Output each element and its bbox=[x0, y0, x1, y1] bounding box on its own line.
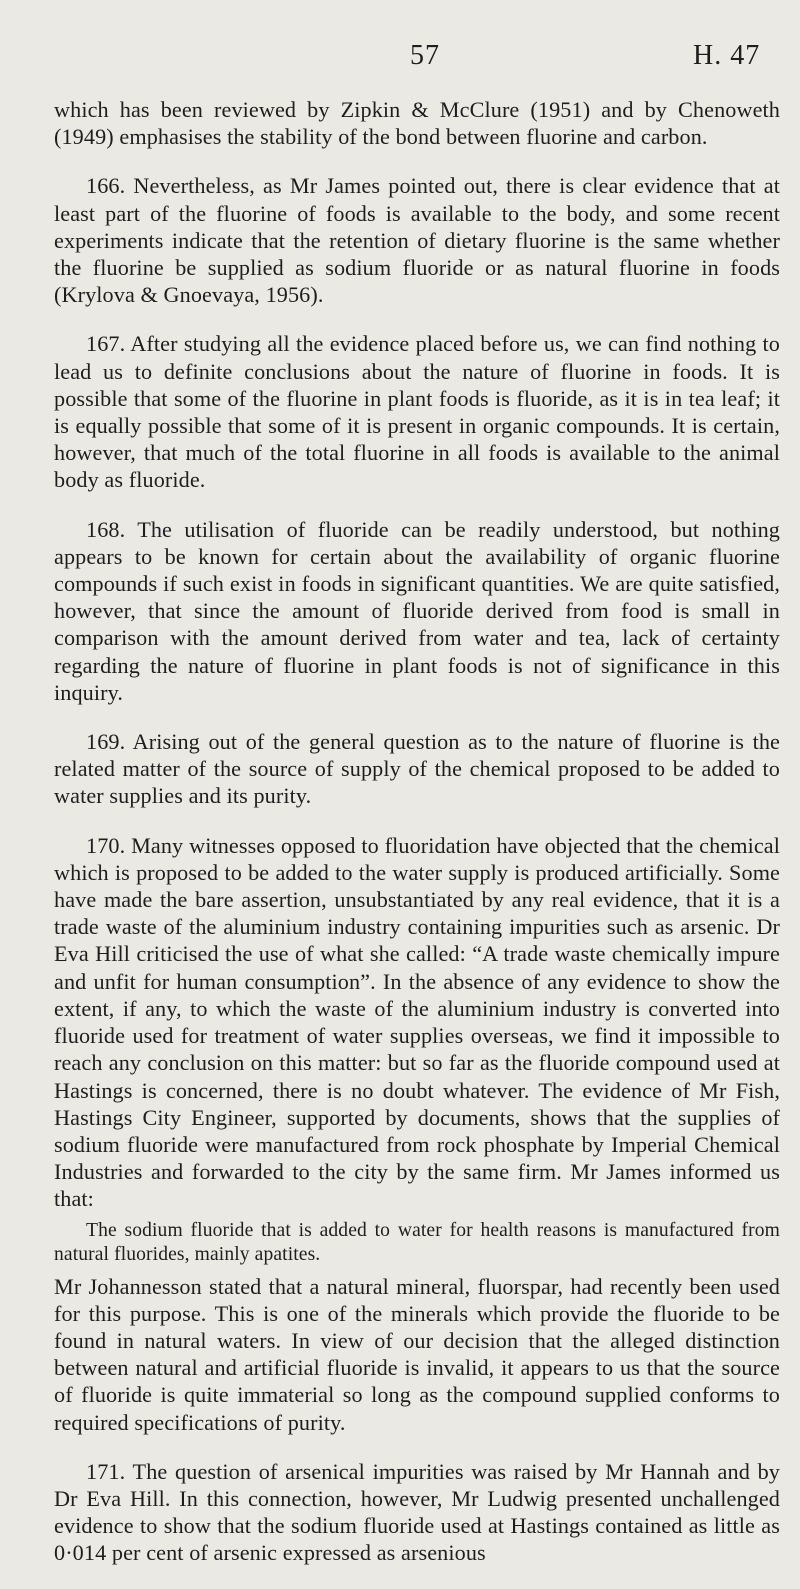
body-text bbox=[54, 96, 780, 1589]
paragraph-170: 170. Many witnesses opposed to fluoridation have objected that the chemical which is proposed to be added to the water supply is produced artificially. Some have made the bare assertion, unsubstantiated by any real evidence, that it is a trade waste of the aluminium industry containing impurities such as arsenic. Dr Eva Hill criticised the use of what she called: “A trade waste chemically impure and unfit for human consumption”. In the absence of any evidence to show the extent, if any, to which the waste of the aluminium industry is converted into fluoride used for treatment of water supplies overseas, we find it impossible to reach any conclusion on this matter: but so far as the fluoride compound used at Hastings is concerned, there is no doubt whatever. The evidence of Mr Fish, Hastings City Engineer, supported by documents, shows that the supplies of sodium fluoride were manufactured from rock phosphate by Imperial Chemical Industries and forwarded to the city by the same firm. Mr James informed us that: bbox=[54, 832, 780, 1212]
paragraph-170-quote: The sodium fluoride that is added to water for health reasons is manufactured from natural fluorides, mainly apatites. bbox=[54, 1219, 780, 1265]
paragraph-171: 171. The question of arsenical impurities was raised by Mr Hannah and by Dr Eva Hill. In this connection, however, Mr Ludwig presented unchallenged evidence to show that the sodium fluoride used at Hastings contained as little as 0·014 per cent of arsenic expressed as arsenious bbox=[54, 1458, 780, 1566]
paragraph-170-continued: Mr Johannesson stated that a natural mineral, fluorspar, had recently been used for this purpose. This is one of the minerals which provide the fluoride to be found in natural waters. In view of our decision that the alleged distinction between natural and artificial fluoride is invalid, it appears to us that the source of fluoride is quite immaterial so long as the compound supplied conforms to required specifications of purity. bbox=[54, 1273, 780, 1435]
paragraph-166: 166. Nevertheless, as Mr James pointed out, there is clear evidence that at least part of the fluorine of foods is available to the body, and some recent experiments indicate that the retention of dietary fluorine is the same whether the fluorine be supplied as sodium fluoride or as natural fluorine in foods (Krylova & Gnoevaya, 1956). bbox=[54, 173, 780, 308]
paragraph-167: 167. After studying all the evidence placed before us, we can find nothing to lead us to definite conclusions about the nature of fluorine in foods. It is possible that some of the fluorine in plant foods is fluoride, as it is in tea leaf; it is equally possible that some of it is present in organic compounds. It is certain, however, that much of the total fluorine in all foods is available to the animal body as fluoride. bbox=[54, 331, 780, 493]
paragraph-168: 168. The utilisation of fluoride can be readily understood, but nothing appears to be known for certain about the availability of organic fluorine compounds if such exist in foods in significant quantities. We are quite satisfied, however, that since the amount of fluoride derived from food is small in comparison with the amount derived from water and tea, lack of certainty regarding the nature of fluorine in plant foods is not of significance in this inquiry. bbox=[54, 516, 780, 705]
paragraph-intro: which has been reviewed by Zipkin & McClure (1951) and by Chenoweth (1949) emphasises the stability of the bond between fluorine and carbon. bbox=[54, 97, 780, 150]
page-number: 57 bbox=[410, 40, 440, 71]
page-header bbox=[0, 40, 800, 80]
paragraph-169: 169. Arising out of the general question as to the nature of fluorine is the related matter of the source of supply of the chemical proposed to be added to water supplies and its purity. bbox=[54, 729, 780, 809]
document-reference: H. 47 bbox=[693, 40, 761, 71]
